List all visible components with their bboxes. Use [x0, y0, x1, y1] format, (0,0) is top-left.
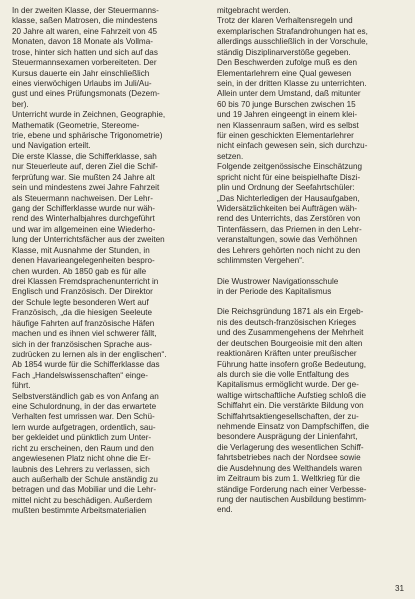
text-line: Klasse, mit Ausnahme der Stunden, in — [12, 245, 150, 255]
text-line: Monaten, davon 18 Monate als Vollma- — [12, 37, 153, 47]
text-line: der deutschen Bourgeoisie mit den alten — [217, 338, 363, 348]
text-line: Schiffahrtsaktiengesellschaften, der zu- — [217, 411, 359, 421]
text-line: nicht einfach gewesen sein, sich durchzu- — [217, 141, 368, 151]
page-number: 31 — [394, 584, 404, 593]
text-line: Ab 1854 wurde für die Schifferklasse das — [12, 360, 160, 370]
text-line: 20 Jahre alt waren, eine Fahrzeit von 45 — [12, 26, 157, 36]
text-line: zudrücken zu lernen als in der englischen“. — [12, 349, 167, 359]
text-line: Englisch und Französisch. Der Direktor — [12, 287, 153, 297]
text-line: nehmende Einsatz von Dampfschiffen, die — [217, 422, 370, 432]
paragraph — [217, 6, 406, 162]
section-heading — [217, 277, 406, 298]
right-column — [217, 6, 406, 516]
left-column — [12, 6, 201, 517]
text-line: die Ausdehnung des Welthandels waren — [217, 463, 362, 473]
text-line: führt. — [12, 381, 31, 391]
text-line: des Lehrers gehörten noch nicht zu den — [217, 245, 361, 255]
text-line: besondere Ausprägung der Linienfahrt, — [217, 432, 358, 442]
text-line: ständig Disziplinarverstöße gegeben. — [217, 47, 351, 57]
text-line: rend des Unterrichts, das Zerstören von — [217, 214, 361, 224]
text-line: Kapitalismus ermöglicht wurde. Der ge- — [217, 380, 359, 390]
paragraph — [12, 6, 201, 110]
text-line: und 19 Jahren eingeengt in einem klei- — [217, 110, 358, 120]
text-line: spricht nicht für eine beispielhafte Diszi- — [217, 172, 361, 182]
text-line: drei Klassen Fremdsprachenunterricht in — [12, 276, 159, 286]
text-line: chen wurden. Ab 1850 gab es für alle — [12, 266, 147, 276]
paragraph — [12, 152, 201, 392]
text-line: Selbstverständlich gab es von Anfang an — [12, 391, 159, 401]
text-line: end. — [217, 505, 233, 515]
text-line: sein und mindestens zwei Jahre Fahrzeit — [12, 183, 160, 193]
text-line: laubnis des Lehrers zu verlassen, sich — [12, 464, 150, 474]
text-line: nen Klassenraum saßen, wird es selbst — [217, 120, 359, 130]
text-line: lung der Unterrichtsfächer aus der zweiten — [12, 235, 165, 245]
text-line: ber gekleidet und pünktlich zum Unter- — [12, 433, 152, 443]
section-spacer — [217, 297, 406, 307]
text-line: gang der Schifferklasse wurde nur wäh- — [12, 204, 156, 214]
text-line: die Verlagerung des wesentlichen Schiff- — [217, 442, 364, 452]
text-line: ferprüfung war. Sie mußten 24 Jahre alt — [12, 172, 155, 182]
text-line: nis des deutsch-französischen Krieges — [217, 317, 357, 327]
text-line: veranstaltungen, sowie das Verhöhnen — [217, 235, 358, 245]
text-line: nur Steuerleute auf, deren Ziel die Schif- — [12, 162, 158, 172]
text-line: und war im allgemeinen eine Wiederho- — [12, 224, 156, 234]
text-line: Fach „Handelswissenschaften“ einge- — [12, 370, 148, 380]
text-line: als Steuermann nachweisen. Der Lehr- — [12, 193, 153, 203]
text-line: Unterricht wurde in Zeichnen, Geographie, — [12, 110, 166, 120]
text-line: im Zeitraum bis zum 1. Weltkrieg für die — [217, 474, 360, 484]
text-line: rend des Winterhalbjahres durchgeführt — [12, 214, 155, 224]
heading-line: in der Periode des Kapitalismus — [217, 286, 332, 296]
text-line: häufige Fahrten auf französische Häfen — [12, 318, 155, 328]
text-line: rung der nautischen Ausbildung bestimm- — [217, 494, 367, 504]
paragraph — [217, 307, 406, 515]
text-line: fahrtsbetriebes nach der Nordsee sowie — [217, 453, 361, 463]
paragraph — [217, 162, 406, 266]
text-line: richt zu erscheinen, den Raum und den — [12, 443, 154, 453]
text-line: In der zweiten Klasse, der Steuermanns- — [12, 6, 159, 15]
text-line: mittel nicht zu beschädigen. Außerdem — [12, 495, 153, 505]
text-line: denen Havarieangelegenheiten bespro- — [12, 256, 155, 266]
text-line: Steuermannsexamen vorbereiteten. Der — [12, 58, 157, 68]
text-line: allerdings ausschließlich in der Vorschule, — [217, 37, 368, 47]
text-line: „Das Nichterledigen der Hausaufgaben, — [217, 193, 360, 203]
text-line: Tintenfässern, das Priemen in den Lehr- — [217, 224, 362, 234]
text-line: plin und Ordnung der Seefahrtschüler: — [217, 183, 355, 193]
text-line: trie, ebene und sphärische Trigonometrie) — [12, 131, 163, 141]
text-line: Die erste Klasse, die Schifferklasse, sah — [12, 151, 157, 161]
text-line: 60 bis 70 junge Burschen zwischen 15 — [217, 99, 356, 109]
text-line: Französisch, „da die hiesigen Seeleute — [12, 308, 153, 318]
text-line: gust und eines Prüfungsmonats (Dezem- — [12, 89, 160, 99]
text-line: Führung hatte insofern große Bedeutung, — [217, 359, 367, 369]
text-line: reaktionären Kräften unter preußischer — [217, 349, 357, 359]
text-line: betragen und das Mobiliar und die Lehr- — [12, 485, 157, 495]
text-line: eines vierwöchigen Urlaubs im Juli/Au- — [12, 78, 152, 88]
text-line: sein, in der dritten Klasse zu unterrichten. — [217, 78, 367, 88]
text-line: ständige Forderung nach einer Verbesse- — [217, 484, 367, 494]
text-line: Verhalten fest umrissen war. Den Schü- — [12, 412, 155, 422]
text-line: Elementarlehrern eine Qual gewesen — [217, 68, 352, 78]
text-line: auch außerhalb der Schule anständig zu — [12, 474, 158, 484]
text-line: sich in der französischen Sprache aus- — [12, 339, 153, 349]
text-line: ber). — [12, 99, 29, 109]
text-line: mußten bestimmte Arbeitsmaterialien — [12, 506, 147, 516]
text-line: und des Zusammengehens der Mehrheit — [217, 328, 364, 338]
text-line: und Navigation erteilt. — [12, 141, 91, 151]
text-line: schlimmsten Vergehen“. — [217, 256, 305, 266]
text-line: setzen. — [217, 151, 244, 161]
text-line: für einen geschickten Elementarlehrer — [217, 131, 354, 141]
text-line: Allein unter dem Umstand, daß mitunter — [217, 89, 361, 99]
text-line: trose, hinter sich hatten und sich auf das — [12, 47, 158, 57]
text-line: Den Beschwerden zufolge muß es den — [217, 58, 358, 68]
heading-line: Die Wustrower Navigationsschule — [217, 276, 339, 286]
text-line: Trotz der klaren Verhaltensregeln und — [217, 16, 353, 26]
paragraph — [12, 392, 201, 517]
text-line: Schiffahrt ein. Die verstärkte Bildung von — [217, 401, 364, 411]
text-line: Kursus dauerte ein Jahr einschließlich — [12, 68, 150, 78]
text-line: machen und es ihnen viel schwerer fällt, — [12, 329, 157, 339]
paragraph — [12, 110, 201, 152]
text-line: eine Schulordnung, in der das erwartete — [12, 402, 157, 412]
text-line: lern wurde aufgetragen, ordentlich, sau- — [12, 422, 156, 432]
text-line: klasse, saßen Matrosen, die mindestens — [12, 16, 158, 26]
text-line: exemplarischen Strafandrohungen hat es, — [217, 26, 368, 36]
text-line: der Schule legte besonderen Wert auf — [12, 297, 149, 307]
text-line: als durch sie die volle Entfaltung des — [217, 369, 349, 379]
text-line: Widersätzlichkeiten bei Aufträgen wäh- — [217, 204, 358, 214]
text-line: waltige wirtschaftliche Aufstieg schloß die — [217, 390, 367, 400]
section-spacer — [217, 267, 406, 277]
text-line: Mathematik (Geometrie, Stereome- — [12, 120, 140, 130]
text-line: mitgebracht werden. — [217, 6, 291, 15]
text-line: Folgende zeitgenössische Einschätzung — [217, 162, 362, 172]
text-line: angewiesenen Platz nicht ohne die Er- — [12, 454, 151, 464]
text-line: Die Reichsgründung 1871 als ein Ergeb- — [217, 307, 364, 317]
